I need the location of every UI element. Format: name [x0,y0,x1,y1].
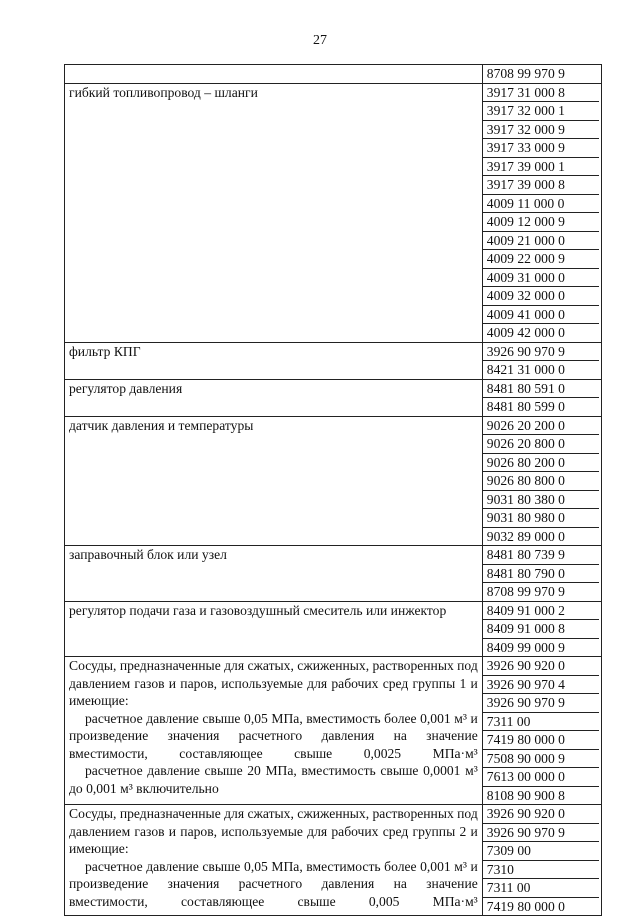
product-description-cell [65,805,483,916]
tn-ved-code: 3917 33 000 9 [482,139,599,158]
product-description-cell [65,657,483,805]
tn-ved-code: 7613 00 000 0 [482,768,599,787]
tn-ved-code: 7311 00 [482,713,599,732]
tn-ved-code: 9032 89 000 0 [486,528,565,544]
tn-ved-code: 8481 80 599 0 [486,399,565,414]
tn-ved-codes-cell [482,379,601,416]
product-description-cell [65,379,483,416]
tn-ved-code: 8708 99 970 9 [486,584,565,599]
product-description-cell [65,65,483,84]
product-description-cell [65,601,483,657]
tn-ved-codes-cell [482,657,601,805]
product-description-text: фильтр КПГ [69,343,141,359]
product-description-cell [65,546,483,602]
tn-ved-code: 7310 [482,861,599,880]
tn-ved-code: 8421 31 000 0 [486,362,565,377]
tn-ved-code: 8108 90 900 8 [486,787,565,803]
table-row [65,379,602,416]
product-description-text: Сосуды, предназначенные для сжатых, сжиженных, растворенных под давлением газов и паров, используемые для рабочих сред группы 2 и имеющие: [69,806,478,856]
tn-ved-code: 9026 20 200 0 [482,417,599,436]
tn-ved-codes-cell [482,601,601,657]
tn-ved-codes-cell [482,805,601,916]
product-description-text: расчетное давление свыше 0,05 МПа, вместимость более 0,001 м³ и произведение значения расчетного давления на значение вместимости, составляющее свыше 0,005 МПа·м³ [69,858,478,909]
tn-ved-code: 4009 22 000 9 [482,250,599,269]
tn-ved-code: 9031 80 980 0 [482,509,599,528]
product-description-text: расчетное давление свыше 20 МПа, вместимость свыше 0,0001 м³ до 0,001 м³ включительно [69,763,478,796]
tn-ved-code: 3926 90 920 0 [482,805,599,824]
tn-ved-code: 9026 80 200 0 [482,454,599,473]
product-description-text: регулятор подачи газа и газовоздушный смеситель или инжектор [69,602,447,618]
product-description-cell [65,83,483,342]
tn-ved-code: 8708 99 970 9 [486,66,565,81]
tn-ved-code: 3917 39 000 1 [482,158,599,177]
tn-ved-code: 3926 90 970 4 [482,676,599,695]
table-row [65,601,602,657]
tn-ved-code: 7309 00 [482,842,599,861]
tn-ved-code: 9026 20 800 0 [482,435,599,454]
tn-ved-code: 7311 00 [482,879,599,898]
product-description-text: датчик давления и температуры [69,417,254,433]
tn-ved-code: 3917 32 000 9 [482,121,599,140]
tn-ved-code: 8481 80 790 0 [482,565,599,584]
tn-ved-code: 7419 80 000 0 [482,731,599,750]
tn-ved-code: 3917 39 000 8 [482,176,599,195]
product-description-text: Сосуды, предназначенные для сжатых, сжиженных, растворенных под давлением газов и паров, используемые для рабочих сред группы 1 и имеющие: [69,658,478,708]
table-row [65,546,602,602]
tn-ved-code: 7508 90 000 9 [482,750,599,769]
product-description-cell [65,342,483,379]
tn-ved-codes-cell [482,416,601,546]
tn-ved-code: 4009 41 000 0 [482,306,599,325]
tn-ved-code: 3926 90 920 0 [482,657,599,676]
tn-ved-code: 3926 90 970 9 [482,343,599,362]
product-description-text: гибкий топливопровод – шланги [69,84,258,100]
table-row [65,805,602,916]
tn-ved-code: 4009 32 000 0 [482,287,599,306]
tn-ved-codes-cell [482,546,601,602]
tn-ved-codes-cell [482,83,601,342]
tn-ved-code: 9026 80 800 0 [482,472,599,491]
tn-ved-code: 8481 80 739 9 [482,546,599,565]
table-row [65,342,602,379]
tn-ved-code: 8409 91 000 8 [482,620,599,639]
tn-ved-codes-cell [482,342,601,379]
product-description-text: расчетное давление свыше 0,05 МПа, вместимость более 0,001 м³ и произведение значения расчетного давления на значение вместимости, составляющее свыше 0,0025 МПа·м³ [69,710,478,761]
tn-ved-code: 8481 80 591 0 [482,380,599,399]
product-code-table [64,64,602,916]
tn-ved-code: 4009 11 000 0 [482,195,599,214]
tn-ved-code: 3917 32 000 1 [482,102,599,121]
tn-ved-code: 4009 12 000 9 [482,213,599,232]
table-row [65,416,602,546]
product-description-text: регулятор давления [69,380,183,396]
tn-ved-code: 4009 21 000 0 [482,232,599,251]
page-number: 27 [313,33,327,48]
tn-ved-code: 3926 90 970 9 [482,824,599,843]
tn-ved-code: 4009 42 000 0 [486,325,565,340]
tn-ved-code: 3917 31 000 8 [482,84,599,103]
table-row [65,65,602,84]
product-description-cell [65,416,483,546]
product-description-text: заправочный блок или узел [69,547,227,562]
tn-ved-code: 7419 80 000 0 [486,898,565,914]
tn-ved-code: 4009 31 000 0 [482,269,599,288]
tn-ved-code: 9031 80 380 0 [482,491,599,510]
tn-ved-code: 8409 99 000 9 [486,639,565,655]
tn-ved-code: 8409 91 000 2 [482,602,599,621]
tn-ved-code: 3926 90 970 9 [482,694,599,713]
table-body [65,65,602,916]
tn-ved-codes-cell [482,65,601,84]
table-row [65,657,602,805]
table-row [65,83,602,342]
